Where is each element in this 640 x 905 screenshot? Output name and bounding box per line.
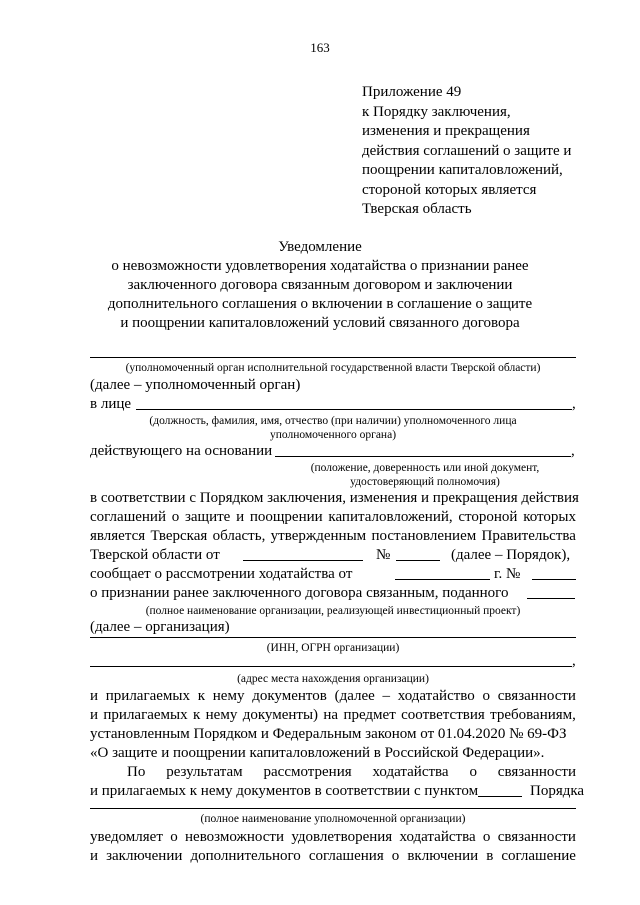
inn-blank-line (90, 637, 576, 638)
p2-line2: и прилагаемых к нему документы) на предмет соответствия требованиям, (90, 707, 576, 723)
title-line: дополнительного соглашения о включении в соглашение о защите (107, 296, 533, 312)
acting-basis-label: действующего на основании (90, 443, 273, 459)
p1-line5-a: сообщает о рассмотрении ходатайства от (90, 566, 353, 582)
number-blank-line (396, 560, 440, 561)
p1-line1: в соответствии с Порядком заключения, изменения и прекращения действия (90, 490, 579, 506)
caption-address: (адрес места нахождения организации) (237, 673, 429, 685)
p2-line4: «О защите и поощрении капиталовложений в Российской Федерации». (90, 745, 545, 761)
title-heading: Уведомление (278, 239, 362, 255)
official-blank-line (136, 409, 572, 410)
p2-line3: установленным Порядком и Федеральным законом от 01.04.2020 № 69-ФЗ (90, 726, 567, 742)
authority-full-blank-line (90, 808, 576, 809)
appendix-line: к Порядку заключения, (362, 103, 511, 120)
petition-number-blank-line (532, 579, 576, 580)
title-line: о невозможности удовлетворения ходатайства о признании ранее (111, 258, 529, 274)
p3-line1: По результатам рассмотрения ходатайства о связанности (127, 764, 576, 780)
basis-blank-line (275, 456, 571, 457)
p4-line2: и заключении дополнительного соглашения о включении в соглашение (90, 848, 576, 864)
in-person-label: в лице (90, 396, 132, 412)
appendix-block (362, 83, 622, 220)
appendix-line: Приложение 49 (362, 84, 462, 100)
title-line: заключенного договора связанным договором и заключении (127, 277, 513, 293)
p4-line1: уведомляет о невозможности удовлетворения ходатайства о связанности (90, 829, 576, 845)
document-title (0, 238, 640, 333)
org-name-blank-line (527, 598, 575, 599)
title-line: и поощрении капиталовложений условий связанного договора (120, 315, 520, 331)
caption-basis-2: удостоверяющий полномочия) (350, 476, 500, 488)
p1-line4-a: Тверской области от (90, 547, 220, 563)
date-blank-line (243, 560, 363, 561)
p1-line4-b: № (376, 547, 391, 563)
p2-line1: и прилагаемых к нему документов (далее – ходатайство о связанности (90, 688, 576, 704)
p1-line4-c: (далее – Порядок), (451, 547, 571, 563)
p3-line2-b: Порядка (530, 783, 585, 799)
appendix-line: стороной которых является (362, 181, 537, 198)
appendix-line: поощрении капиталовложений, (362, 162, 563, 178)
appendix-line: изменения и прекращения (362, 123, 530, 139)
clause-blank-line (478, 796, 522, 797)
p1-line3: является Тверская область, утвержденным постановлением Правительства (90, 528, 576, 544)
caption-official-2: уполномоченного органа) (269, 429, 397, 441)
hereinafter-authority: (далее – уполномоченный орган) (90, 377, 301, 393)
p1-line2: соглашений о защите и поощрении капиталовложений, стороной которых (90, 509, 576, 525)
appendix-line: Тверская область (362, 201, 472, 217)
authority-blank-line (90, 357, 576, 358)
p1-line6: о признании ранее заключенного договора связанным, поданного (90, 585, 509, 601)
caption-basis-1: (положение, доверенность или иной документ, (310, 462, 540, 474)
caption-authority-full: (полное наименование уполномоченной организации) (200, 813, 466, 825)
caption-org: (полное наименование организации, реализующей инвестиционный проект) (145, 605, 521, 617)
caption-official-1: (должность, фамилия, имя, отчество (при наличии) уполномоченного лица (149, 415, 517, 427)
page-number: 163 (310, 40, 330, 55)
appendix-line: действия соглашений о защите и (362, 142, 572, 159)
caption-inn: (ИНН, ОГРН организации) (266, 642, 400, 654)
caption-authority: (уполномоченный орган исполнительной государственной власти Тверской области) (125, 362, 541, 374)
p3-line2-a: и прилагаемых к нему документов в соответствии с пунктом (90, 783, 479, 799)
hereinafter-org: (далее – организация) (90, 619, 230, 635)
address-blank-line (90, 666, 572, 667)
p1-line5-b: г. № (494, 566, 521, 582)
petition-date-blank-line (395, 579, 490, 580)
